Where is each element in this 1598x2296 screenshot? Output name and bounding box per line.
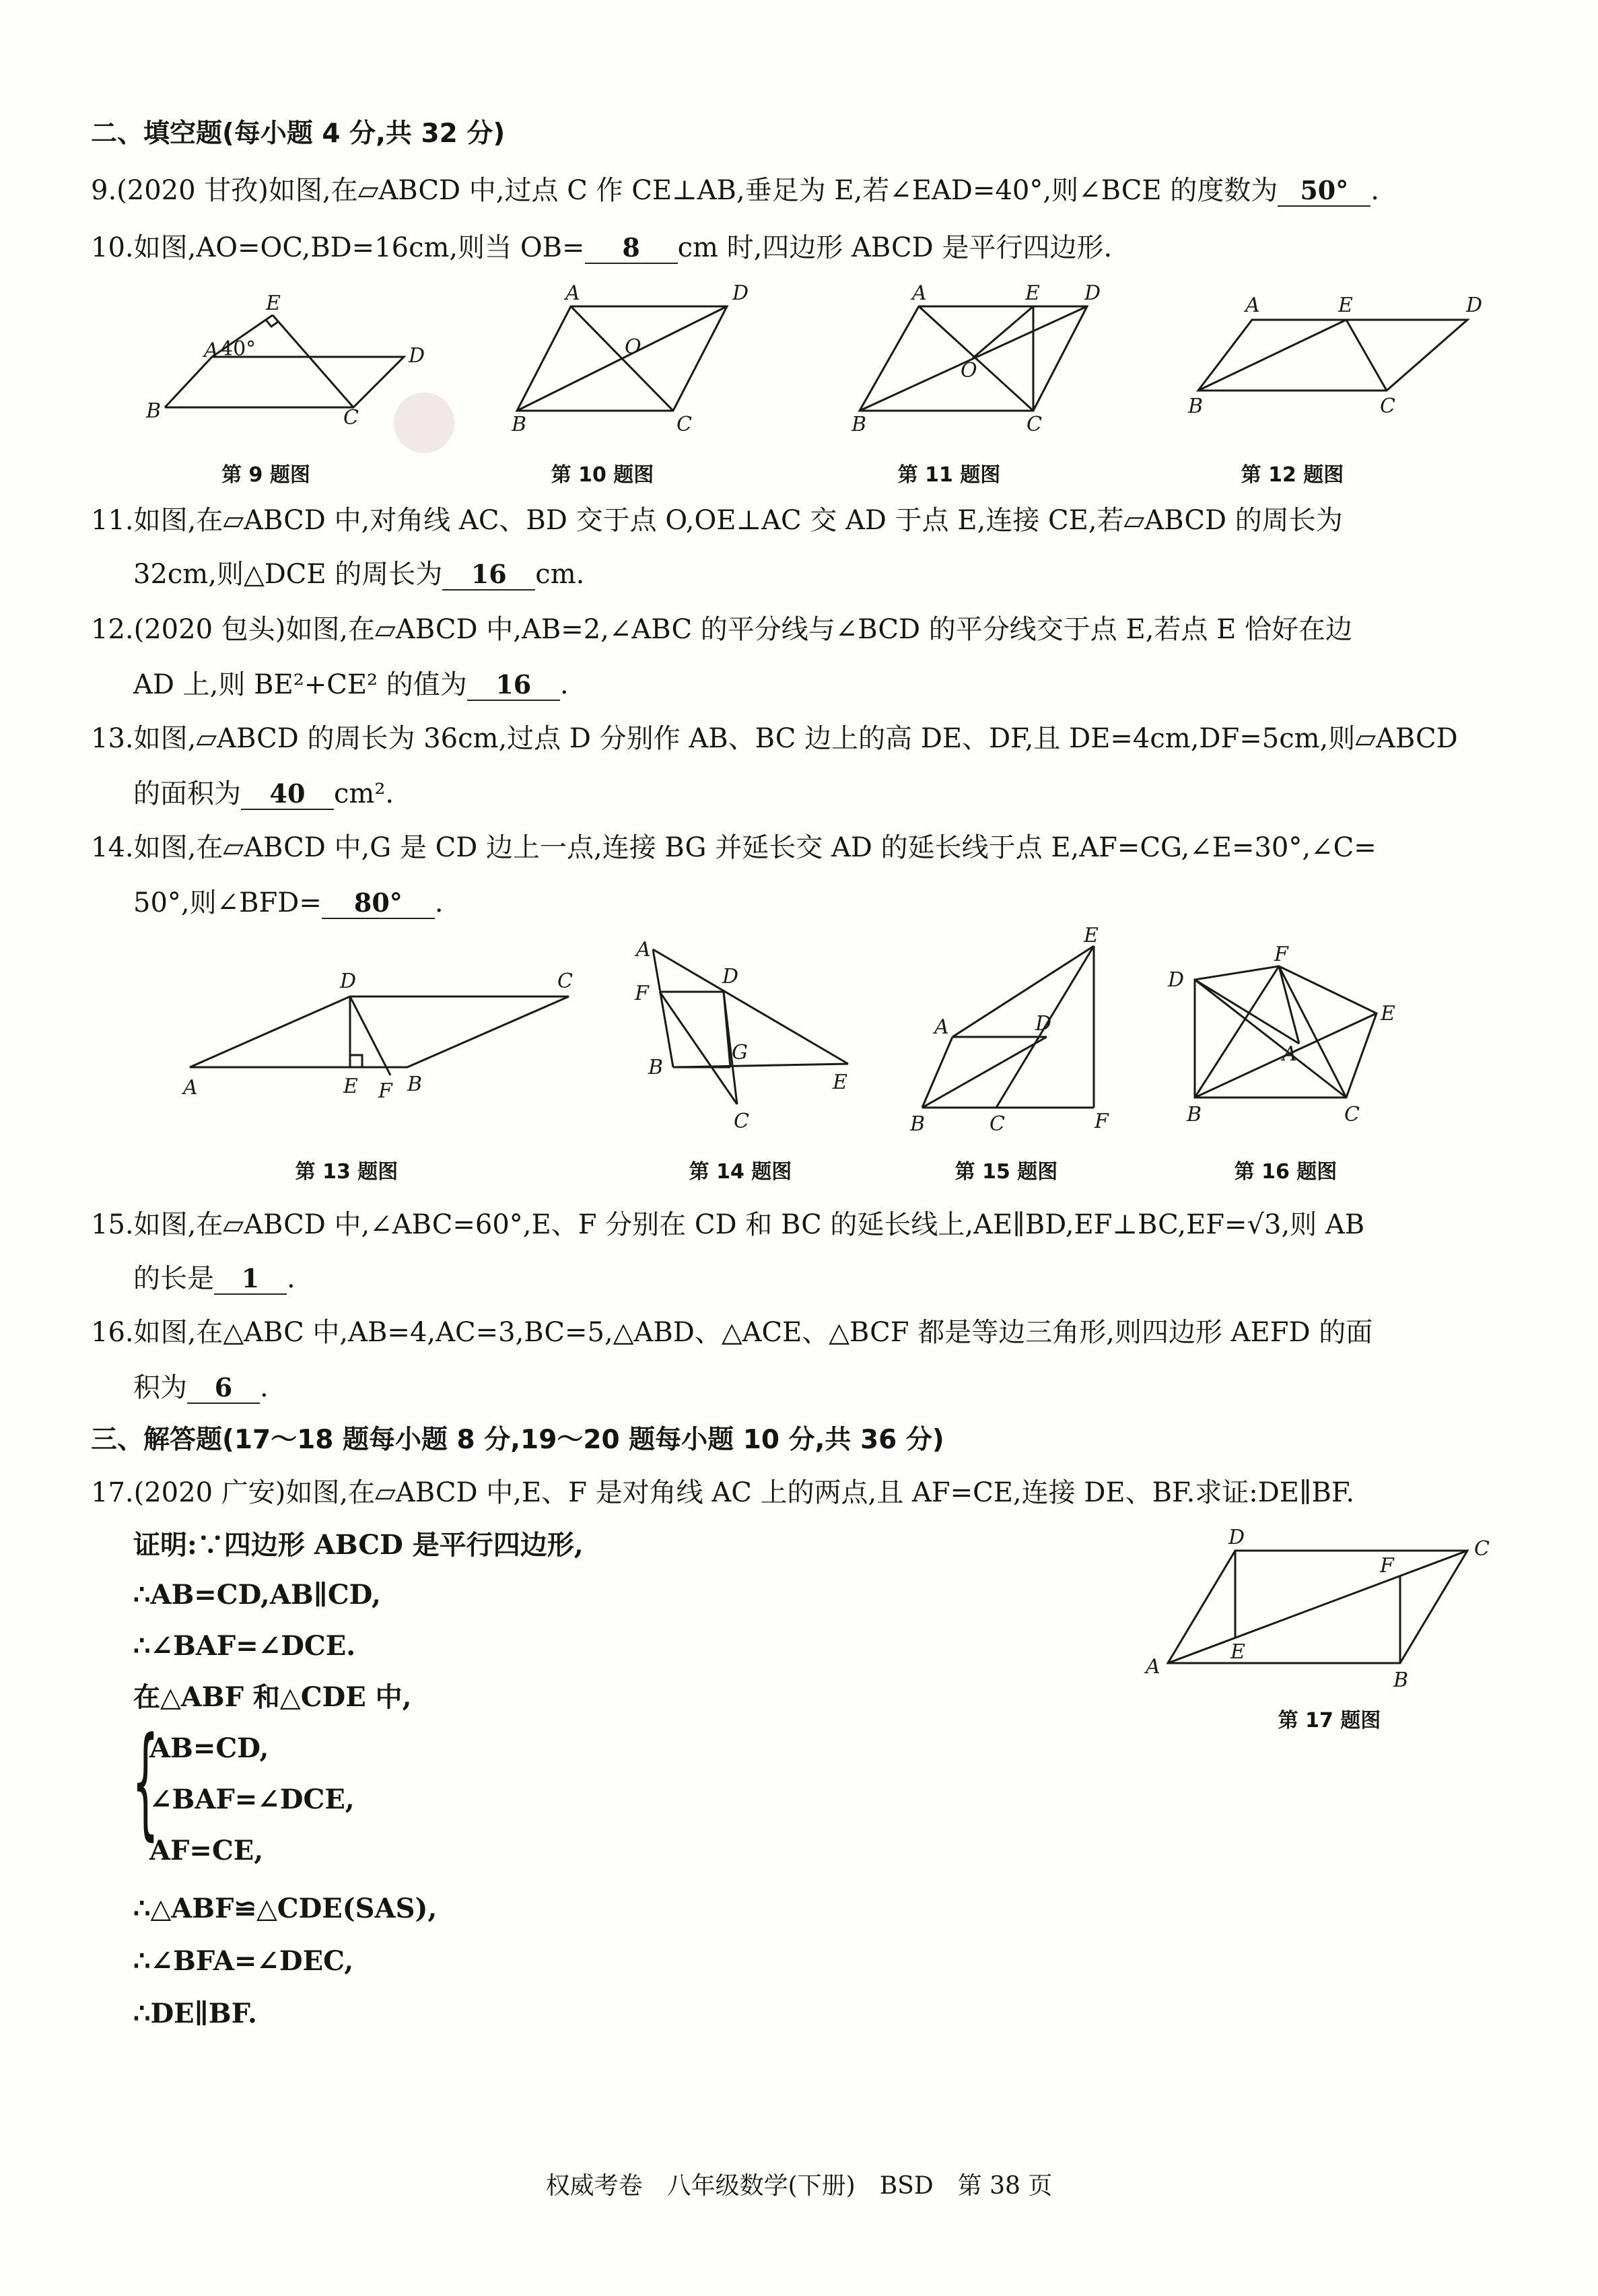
f15-line-bd [922,1037,1047,1108]
f10-label-o: O [625,335,641,359]
proof-line-1: 证明:∵四边形 ABCD 是平行四边形, [133,1529,584,1561]
q11-answer: 16 [442,560,535,590]
q12-end: . [559,669,569,700]
f11-label-d: D [1084,281,1101,305]
f13-label-e: E [343,1075,358,1098]
f12-label-a: A [1245,294,1260,317]
proof-line-4: 在△ABF 和△CDE 中, [133,1681,412,1713]
f13-right-angle [350,1055,362,1067]
q14-answer: 80° [322,888,435,919]
f9-label-a: A [204,339,219,362]
f17-diagonal-ac [1168,1551,1467,1663]
q16-answer: 6 [187,1373,260,1404]
question-11-line-2 [133,556,1497,593]
f17-label-e: E [1230,1640,1245,1664]
f9-label-d: D [409,344,425,368]
figure-11 [845,283,1127,438]
caption-figure-12: 第 12 题图 [1241,463,1344,487]
f13-parallelogram [190,997,569,1067]
f17-label-d: D [1228,1526,1245,1549]
q11-end: cm. [535,559,585,590]
question-9 [91,172,1497,209]
f12-label-e: E [1338,294,1353,317]
proof-brace: { [132,1712,160,1852]
q13-end: cm². [334,778,394,809]
f17-label-b: B [1393,1668,1409,1692]
q13-answer: 40 [241,779,334,810]
f9-right-angle [266,320,278,327]
question-12-line-1: 12.(2020 包头)如图,在▱ABCD 中,AB=2,∠ABC 的平分线与∠BCD 的平分线交于点 E,若点 E 恰好在边 [91,614,1353,645]
f16-label-a: A [1282,1042,1297,1066]
f17-label-a: A [1146,1655,1160,1679]
figure-10 [505,283,774,438]
f13-label-a: A [183,1076,198,1100]
f12-label-b: B [1188,395,1204,418]
f14-line-ae [653,949,848,1064]
f16-label-b: B [1187,1103,1202,1126]
proof-line-8: ∴△ABF≌△CDE(SAS), [133,1893,438,1924]
q10-end: cm 时,四边形 ABCD 是平行四边形. [677,232,1113,263]
question-13-line-1: 13.如图,▱ABCD 的周长为 36cm,过点 D 分别作 AB、BC 边上的高 DE、DF,且 DE=4cm,DF=5cm,则▱ABCD [91,723,1458,754]
f14-label-g: G [732,1041,748,1065]
f12-line-be [1198,320,1346,391]
f11-line-oe [973,306,1033,358]
f17-label-c: C [1474,1537,1490,1561]
figure-16 [1168,943,1424,1128]
f9-label-b: B [146,399,162,423]
f16-label-e: E [1381,1002,1395,1025]
figure-12 [1185,290,1481,424]
f12-line-ec [1346,320,1387,391]
f14-label-f: F [635,982,649,1005]
f12-label-c: C [1380,395,1395,418]
f16-line-da [1195,980,1299,1044]
caption-figure-9: 第 9 题图 [221,463,310,487]
caption-figure-16: 第 16 题图 [1234,1160,1338,1184]
f10-label-c: C [676,413,692,436]
f11-label-c: C [1027,413,1042,436]
f13-label-d: D [340,970,357,993]
f11-label-a: A [912,281,927,305]
question-15-line-2 [133,1260,1497,1297]
proof-line-5: AB=CD, [149,1732,269,1764]
f9-label-angle: 40° [220,337,256,361]
caption-figure-11: 第 11 题图 [897,463,1001,487]
watermark-stamp [394,393,454,453]
q15-end: . [287,1263,296,1294]
proof-line-6: ∠BAF=∠DCE, [149,1784,355,1815]
q12-answer: 16 [467,670,560,701]
question-16-line-2 [133,1370,1497,1406]
proof-line-3: ∴∠BAF=∠DCE. [133,1630,356,1662]
figure-14 [623,933,865,1135]
f14-label-b: B [648,1056,664,1079]
section-3-heading: 三、解答题(17～18 题每小题 8 分,19～20 题每小题 10 分,共 36 分) [91,1425,944,1455]
f15-label-c: C [989,1112,1005,1136]
f12-label-d: D [1466,294,1483,317]
f15-line-ae [952,946,1094,1037]
question-13-line-2 [133,776,1497,812]
question-17: 17.(2020 广安)如图,在▱ABCD 中,E、F 是对角线 AC 上的两点,且 AF=CE,连接 DE、BF.求证:DE∥BF. [91,1477,1355,1508]
f15-label-d: D [1035,1012,1052,1036]
f16-outline [1195,966,1377,1098]
q9-end: . [1370,175,1379,206]
question-15-line-1: 15.如图,在▱ABCD 中,∠ABC=60°,E、F 分别在 CD 和 BC 的延长线上,AE∥BD,EF⊥BC,EF=√3,则 AB [91,1209,1365,1240]
caption-figure-10: 第 10 题图 [551,463,654,487]
question-14-line-1: 14.如图,在▱ABCD 中,G 是 CD 边上一点,连接 BG 并延长交 AD 的延长线于点 E,AF=CG,∠E=30°,∠C= [91,832,1377,863]
caption-figure-14: 第 14 题图 [689,1160,792,1184]
q10-answer: 8 [585,233,678,264]
q14-text: 50°,则∠BFD= [133,887,322,918]
f14-label-d: D [722,965,739,988]
figure-17 [1138,1518,1515,1693]
proof-line-9: ∴∠BFA=∠DEC, [133,1945,354,1977]
q9-text: 9.(2020 甘孜)如图,在▱ABCD 中,过点 C 作 CE⊥AB,垂足为 E,若∠EAD=40°,则∠BCE 的度数为 [91,175,1278,206]
q15-answer: 1 [214,1264,287,1295]
f10-label-d: D [732,281,749,305]
f11-label-e: E [1025,281,1040,305]
figure-13 [175,959,592,1114]
q14-end: . [434,887,444,918]
f14-label-c: C [734,1110,749,1133]
f15-label-f: F [1095,1110,1109,1133]
f14-label-e: E [833,1071,847,1094]
proof-line-10: ∴DE∥BF. [133,1998,257,2029]
f10-diagonal-bd [517,306,727,411]
f10-label-a: A [565,281,580,305]
f15-label-e: E [1084,924,1099,947]
question-16-line-1: 16.如图,在△ABC 中,AB=4,AC=3,BC=5,△ABD、△ACE、△BCF 都是等边三角形,则四边形 AEFD 的面 [91,1317,1373,1348]
f16-label-f: F [1274,943,1288,966]
f15-label-b: B [910,1112,926,1136]
f13-label-b: B [407,1073,423,1096]
f15-label-a: A [934,1015,949,1039]
figure-15 [902,924,1131,1136]
question-14-line-2 [133,885,1497,921]
f12-parallelogram [1198,320,1467,391]
f9-parallelogram [165,357,404,407]
proof-line-7: AF=CE, [149,1835,264,1866]
caption-figure-17: 第 17 题图 [1278,1709,1381,1732]
f9-line-ec [273,315,353,407]
q11-text: 32cm,则△DCE 的周长为 [133,559,443,590]
q13-text: 的面积为 [133,778,241,809]
f14-line-be [673,1064,848,1067]
q15-text: 的长是 [133,1263,214,1294]
f9-label-e: E [266,292,281,315]
f17-label-f: F [1380,1554,1394,1578]
q16-text: 积为 [133,1372,187,1403]
f15-line-ab [922,1037,952,1108]
f16-label-c: C [1344,1103,1360,1126]
q10-text: 10.如图,AO=OC,BD=16cm,则当 OB= [91,232,585,263]
caption-figure-13: 第 13 题图 [295,1160,398,1184]
f10-label-b: B [512,413,527,436]
f9-label-c: C [343,406,359,430]
q16-end: . [260,1372,269,1403]
f16-label-d: D [1168,968,1185,992]
f14-label-a: A [636,938,651,961]
question-11-line-1: 11.如图,在▱ABCD 中,对角线 AC、BD 交于点 O,OE⊥AC 交 AD 于点 E,连接 CE,若▱ABCD 的周长为 [91,505,1343,536]
caption-figure-15: 第 15 题图 [954,1160,1058,1184]
f13-label-c: C [557,970,573,993]
question-12-line-2 [133,667,1497,703]
f13-label-f: F [378,1079,392,1103]
f11-label-o: O [961,359,977,382]
section-2-heading: 二、填空题(每小题 4 分,共 32 分) [91,119,506,149]
question-10 [91,230,1497,266]
page-footer: 权威考卷 八年级数学(下册) BSD 第 38 页 [545,2172,1053,2200]
q9-answer: 50° [1278,176,1370,207]
f13-height-df [350,997,390,1075]
f11-label-b: B [852,413,867,436]
proof-line-2: ∴AB=CD,AB∥CD, [133,1579,381,1611]
q12-text: AD 上,则 BE²+CE² 的值为 [133,669,467,700]
